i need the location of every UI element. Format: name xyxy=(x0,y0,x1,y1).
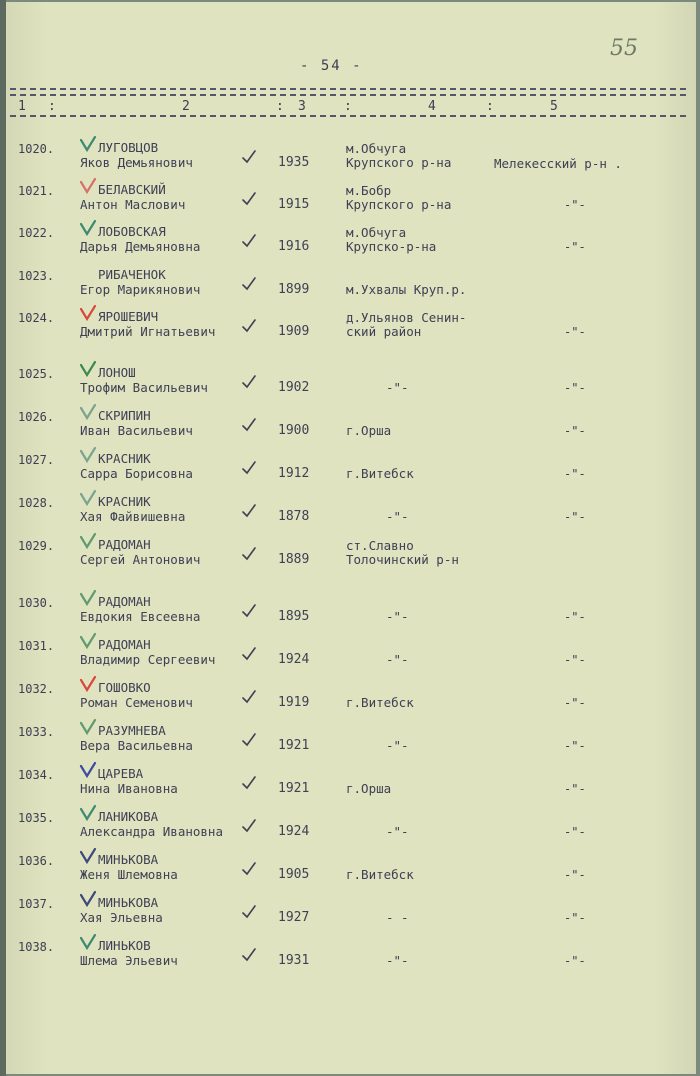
place-line: Крупского р-на xyxy=(346,155,452,170)
given-name: Яков Демьянович xyxy=(80,155,193,170)
verification-tick-icon xyxy=(242,190,256,204)
check-mark-icon xyxy=(80,676,96,690)
surname: МИНЬКОВА xyxy=(98,852,159,867)
check-mark-icon xyxy=(80,590,96,604)
birth-year: 1895 xyxy=(278,609,310,624)
place-of-origin xyxy=(386,381,409,395)
settlement-region: -"- xyxy=(564,325,586,339)
place-of-origin xyxy=(386,954,409,968)
row-number: 1027. xyxy=(18,453,55,467)
row-number: 1020. xyxy=(18,142,55,156)
given-name: Вера Васильевна xyxy=(80,738,193,753)
place-of-origin xyxy=(386,825,409,839)
settlement-region: -"- xyxy=(564,954,586,968)
given-name: Нина Ивановна xyxy=(80,781,178,796)
header-rule-bottom xyxy=(10,115,686,117)
settlement-region: -"- xyxy=(564,696,586,710)
settlement-region: -"- xyxy=(564,240,586,254)
place-line: ский район xyxy=(346,324,422,339)
given-name: Сергей Антонович xyxy=(80,552,201,567)
settlement-region: -"- xyxy=(564,739,586,753)
settlement-region: -"- xyxy=(564,610,586,624)
birth-year: 1927 xyxy=(278,910,310,925)
row-number: 1034. xyxy=(18,768,55,782)
birth-year: 1878 xyxy=(278,509,310,524)
place-of-origin xyxy=(346,868,414,882)
settlement-region: -"- xyxy=(564,868,586,882)
column-separator: : xyxy=(344,99,352,114)
settlement-region: -"- xyxy=(564,424,586,438)
settlement-region: -"- xyxy=(564,653,586,667)
verification-tick-icon xyxy=(242,373,256,387)
settlement-region: -"- xyxy=(564,198,586,212)
birth-year: 1902 xyxy=(278,380,310,395)
place-of-origin xyxy=(346,467,414,481)
given-name: Владимир Сергеевич xyxy=(80,652,216,667)
row-number: 1025. xyxy=(18,367,55,381)
given-name: Трофим Васильевич xyxy=(80,380,208,395)
header-rule-middle xyxy=(10,94,686,96)
verification-tick-icon xyxy=(242,232,256,246)
check-mark-icon xyxy=(80,891,96,905)
given-name: Александра Ивановна xyxy=(80,824,223,839)
birth-year: 1931 xyxy=(278,953,310,968)
check-mark-icon xyxy=(80,361,96,375)
given-name: Евдокия Евсеевна xyxy=(80,609,201,624)
settlement-region: Мелекесский р-н . xyxy=(494,156,622,171)
row-number: 1029. xyxy=(18,539,55,553)
verification-tick-icon xyxy=(242,602,256,616)
surname: РАЗУМНЕВА xyxy=(98,723,166,738)
verification-tick-icon xyxy=(242,317,256,331)
row-number: 1033. xyxy=(18,725,55,739)
settlement-region: -"- xyxy=(564,510,586,524)
place-line: Крупско-р-на xyxy=(346,239,437,254)
birth-year: 1924 xyxy=(278,652,310,667)
place-of-origin xyxy=(386,610,409,624)
check-mark-icon xyxy=(80,934,96,948)
place-of-origin xyxy=(346,696,414,710)
verification-tick-icon xyxy=(242,860,256,874)
page-number: - 54 - xyxy=(300,58,363,74)
archive-page-number: 55 xyxy=(610,36,638,61)
check-mark-icon xyxy=(80,762,96,776)
check-mark-icon xyxy=(80,719,96,733)
surname: РАДОМАН xyxy=(98,594,151,609)
row-number: 1030. xyxy=(18,596,55,610)
place-line: - - xyxy=(386,910,409,925)
birth-year: 1912 xyxy=(278,466,310,481)
verification-tick-icon xyxy=(242,416,256,430)
verification-tick-icon xyxy=(242,148,256,162)
birth-year: 1900 xyxy=(278,423,310,438)
settlement-region: -"- xyxy=(564,467,586,481)
place-line: м.Обчуга xyxy=(346,225,407,240)
surname: РИБАЧЕНОК xyxy=(98,267,166,282)
row-number: 1038. xyxy=(18,940,55,954)
row-number: 1023. xyxy=(18,269,55,283)
surname: ЦАРЕВА xyxy=(98,766,144,781)
birth-year: 1905 xyxy=(278,867,310,882)
row-number: 1026. xyxy=(18,410,55,424)
given-name: Антон Маслович xyxy=(80,197,186,212)
check-mark-icon xyxy=(80,490,96,504)
settlement-region: -"- xyxy=(564,911,586,925)
place-of-origin xyxy=(346,226,436,254)
birth-year: 1924 xyxy=(278,824,310,839)
check-mark-icon xyxy=(80,404,96,418)
check-mark-icon xyxy=(80,805,96,819)
place-of-origin xyxy=(386,911,409,925)
column-separator: : xyxy=(486,99,494,114)
place-line: -"- xyxy=(386,380,409,395)
place-line: м.Бобр xyxy=(346,183,392,198)
settlement-region: -"- xyxy=(564,825,586,839)
row-number: 1037. xyxy=(18,897,55,911)
place-line: -"- xyxy=(386,738,409,753)
surname: РАДОМАН xyxy=(98,537,151,552)
place-of-origin xyxy=(346,424,391,438)
column-header-3: 3 xyxy=(298,99,306,114)
row-number: 1036. xyxy=(18,854,55,868)
settlement-region: -"- xyxy=(564,782,586,796)
given-name: Дарья Демьяновна xyxy=(80,239,201,254)
surname: ЛОБОВСКАЯ xyxy=(98,224,166,239)
surname: ЛАНИКОВА xyxy=(98,809,159,824)
birth-year: 1916 xyxy=(278,239,310,254)
birth-year: 1915 xyxy=(278,197,310,212)
place-line: г.Орша xyxy=(346,781,392,796)
place-line: г.Витебск xyxy=(346,867,414,882)
place-line: Толочинский р-н xyxy=(346,552,459,567)
verification-tick-icon xyxy=(242,903,256,917)
row-number: 1031. xyxy=(18,639,55,653)
place-line: -"- xyxy=(386,953,409,968)
birth-year: 1909 xyxy=(278,324,310,339)
check-mark-icon xyxy=(80,633,96,647)
check-mark-icon xyxy=(80,136,96,150)
surname: ЛУГОВЦОВ xyxy=(98,140,159,155)
birth-year: 1921 xyxy=(278,738,310,753)
place-line: м.Обчуга xyxy=(346,141,407,156)
surname: РАДОМАН xyxy=(98,637,151,652)
column-header-5: 5 xyxy=(550,99,558,114)
check-mark-icon xyxy=(80,220,96,234)
surname: МИНЬКОВА xyxy=(98,895,159,910)
place-of-origin xyxy=(346,782,391,796)
place-of-origin xyxy=(386,653,409,667)
given-name: Роман Семенович xyxy=(80,695,193,710)
place-line: г.Орша xyxy=(346,423,392,438)
surname: ГОШОВКО xyxy=(98,680,151,695)
given-name: Сарра Борисовна xyxy=(80,466,193,481)
row-number: 1022. xyxy=(18,226,55,240)
verification-tick-icon xyxy=(242,946,256,960)
given-name: Иван Васильевич xyxy=(80,423,193,438)
verification-tick-icon xyxy=(242,774,256,788)
row-number: 1024. xyxy=(18,311,55,325)
verification-tick-icon xyxy=(242,502,256,516)
place-line: -"- xyxy=(386,509,409,524)
place-line: ст.Славно xyxy=(346,538,414,553)
surname: ЛОНОШ xyxy=(98,365,136,380)
verification-tick-icon xyxy=(242,645,256,659)
check-mark-icon xyxy=(80,305,96,319)
surname: ЯРОШЕВИЧ xyxy=(98,309,159,324)
place-of-origin xyxy=(386,739,409,753)
surname: КРАСНИК xyxy=(98,451,151,466)
row-number: 1032. xyxy=(18,682,55,696)
verification-tick-icon xyxy=(242,688,256,702)
check-mark-icon xyxy=(80,178,96,192)
place-line: г.Витебск xyxy=(346,466,414,481)
column-header-1: 1 xyxy=(18,99,26,114)
birth-year: 1899 xyxy=(278,282,310,297)
header-rule-top xyxy=(10,88,686,90)
verification-tick-icon xyxy=(242,545,256,559)
surname: КРАСНИК xyxy=(98,494,151,509)
birth-year: 1919 xyxy=(278,695,310,710)
row-number: 1021. xyxy=(18,184,55,198)
check-mark-icon xyxy=(80,848,96,862)
place-of-origin xyxy=(346,283,466,297)
place-line: Крупского р-на xyxy=(346,197,452,212)
place-of-origin xyxy=(346,539,459,567)
surname: ЛИНЬКОВ xyxy=(98,938,151,953)
verification-tick-icon xyxy=(242,275,256,289)
settlement-region: -"- xyxy=(564,381,586,395)
place-of-origin xyxy=(346,142,451,170)
column-header-2: 2 xyxy=(182,99,190,114)
given-name: Шлема Эльевич xyxy=(80,953,178,968)
place-line: -"- xyxy=(386,824,409,839)
column-header-4: 4 xyxy=(428,99,436,114)
given-name: Егор Марикянович xyxy=(80,282,201,297)
column-separator: : xyxy=(48,99,56,114)
surname: БЕЛАВСКИЙ xyxy=(98,182,166,197)
given-name: Дмитрий Игнатьевич xyxy=(80,324,216,339)
document-page xyxy=(6,2,696,1074)
place-of-origin xyxy=(386,510,409,524)
given-name: Хая Файвишевна xyxy=(80,509,186,524)
verification-tick-icon xyxy=(242,731,256,745)
row-number: 1028. xyxy=(18,496,55,510)
verification-tick-icon xyxy=(242,817,256,831)
given-name: Хая Эльевна xyxy=(80,910,163,925)
verification-tick-icon xyxy=(242,459,256,473)
row-number: 1035. xyxy=(18,811,55,825)
surname: СКРИПИН xyxy=(98,408,151,423)
check-mark-icon xyxy=(80,533,96,547)
place-line: -"- xyxy=(386,652,409,667)
place-of-origin xyxy=(346,311,466,339)
birth-year: 1935 xyxy=(278,155,310,170)
place-line: г.Витебск xyxy=(346,695,414,710)
birth-year: 1921 xyxy=(278,781,310,796)
place-line: м.Ухвалы Круп.р. xyxy=(346,282,467,297)
place-line: -"- xyxy=(386,609,409,624)
birth-year: 1889 xyxy=(278,552,310,567)
place-line: д.Ульянов Сенин- xyxy=(346,310,467,325)
column-separator: : xyxy=(276,99,284,114)
check-mark-icon xyxy=(80,447,96,461)
place-of-origin xyxy=(346,184,451,212)
given-name: Женя Шлемовна xyxy=(80,867,178,882)
